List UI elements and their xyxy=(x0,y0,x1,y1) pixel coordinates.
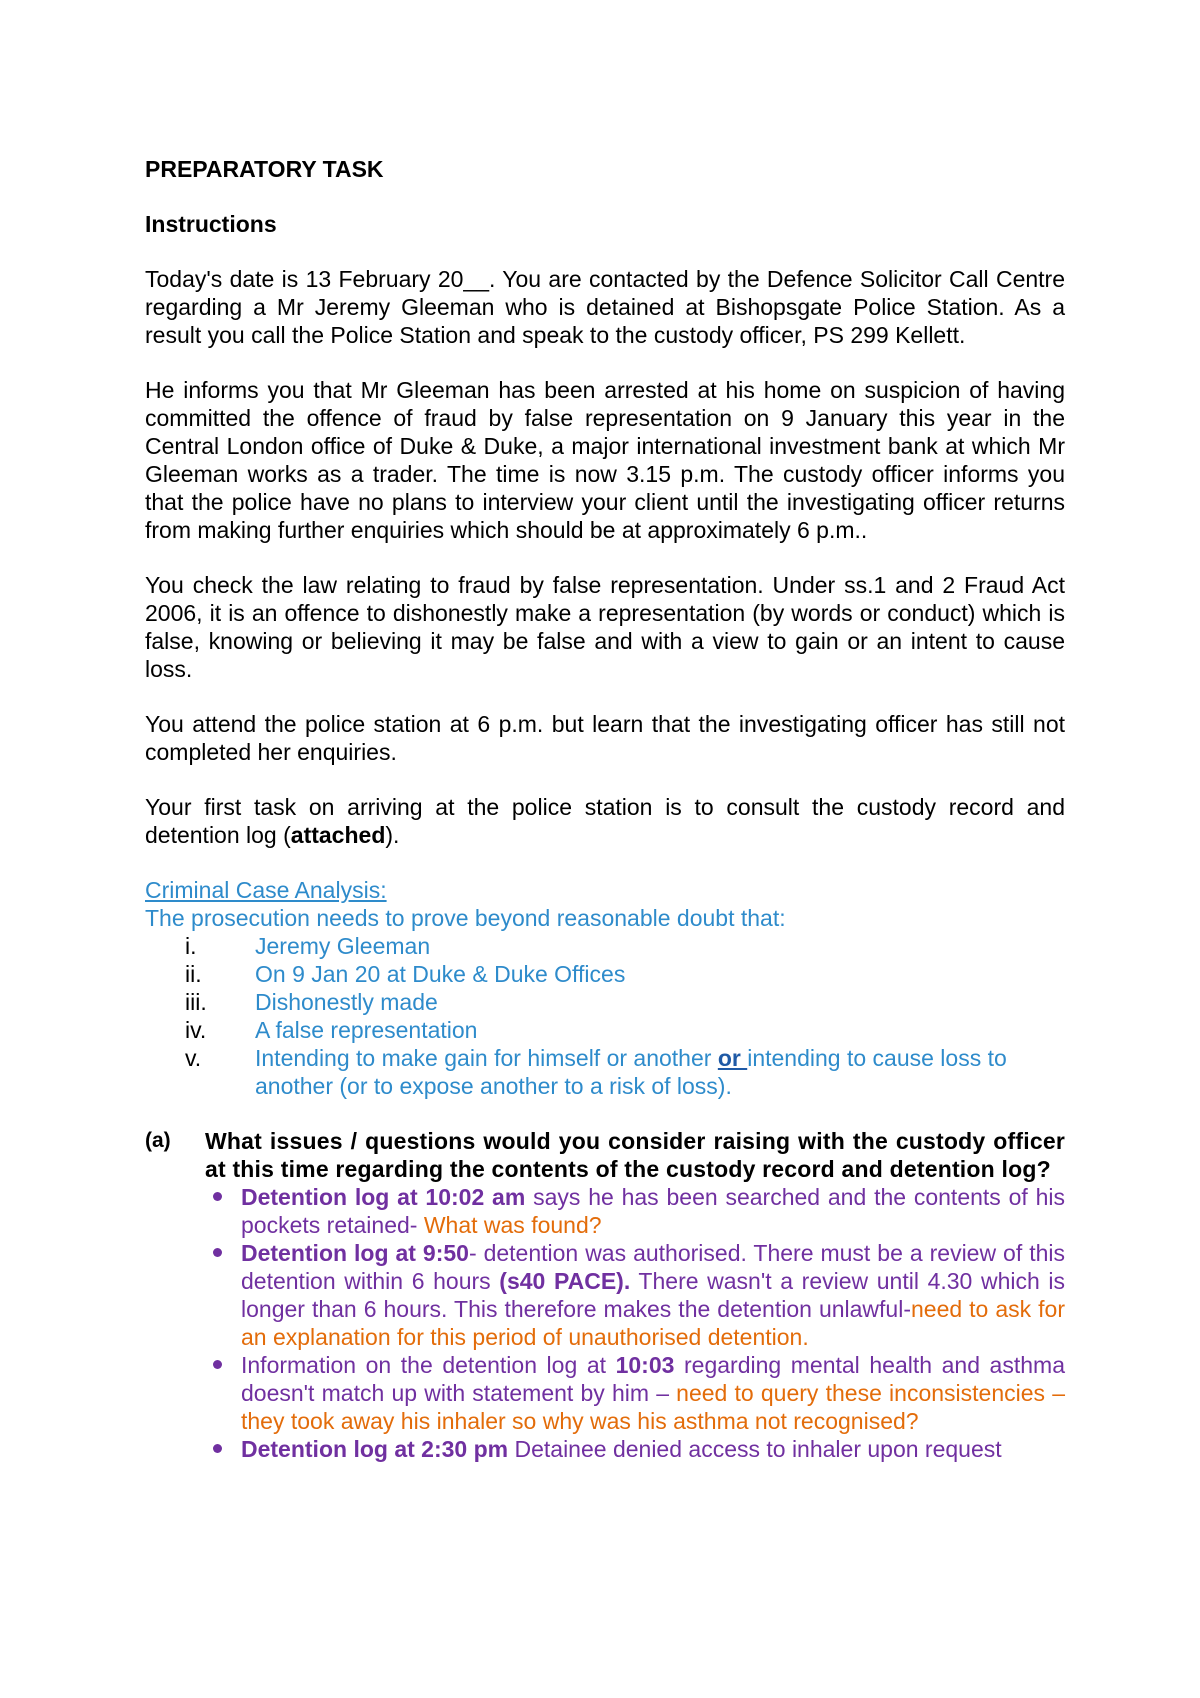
paragraph-arrest-details: He informs you that Mr Gleeman has been arrested at his home on suspicion of having committed the offence of fraud by false representation on 9 January this year in the Central London office of Duke & Duke, a major international investment bank at which Mr Gleeman works as a trader. The time is now 3.15 p.m. The custody officer informs you that the police have no plans to interview your client until the investigating officer returns from making further enquiries which should be at approximately 6 p.m.. xyxy=(145,377,1065,543)
question-a xyxy=(145,1127,1065,1183)
answer-bullets xyxy=(145,1183,1065,1463)
bullet-body: says he has been searched and the contents of his pockets retained- xyxy=(241,1184,1065,1238)
list-item xyxy=(145,932,1065,960)
paragraph-attend-station: You attend the police station at 6 p.m. but learn that the investigating officer has still not completed her enquiries. xyxy=(145,711,1065,765)
question-label: (a) xyxy=(145,1129,171,1152)
bullet-question: need to ask for an explanation for this period of unauthorised detention. xyxy=(241,1296,1065,1350)
list-item-number: ii. xyxy=(185,961,202,987)
bullet-bold-pace: (s40 PACE). xyxy=(499,1268,631,1294)
list-item-text: A false representation xyxy=(255,1017,478,1043)
list-item xyxy=(205,1239,1065,1351)
element5-after: intending to cause loss to another (or to expose another to a risk of loss). xyxy=(255,1045,1007,1099)
list-item xyxy=(145,1016,1065,1044)
list-item-text xyxy=(255,1044,1065,1100)
question-text: What issues / questions would you consider raising with the custody officer at this time regarding the contents of the custody record and detention log? xyxy=(205,1128,1065,1182)
list-item-text: Jeremy Gleeman xyxy=(255,933,431,959)
list-item-number: v. xyxy=(185,1045,202,1071)
bullet-bold: 10:03 xyxy=(615,1352,675,1378)
bullet-bold: Detention log at 10:02 am xyxy=(241,1184,526,1210)
list-item xyxy=(145,960,1065,988)
bullet-text xyxy=(241,1351,1065,1435)
analysis-heading: Criminal Case Analysis: xyxy=(145,877,387,903)
list-item-number: i. xyxy=(185,933,197,959)
document-title: PREPARATORY TASK xyxy=(145,156,384,182)
bullet-body: Detainee denied access to inhaler upon request xyxy=(508,1436,1002,1462)
criminal-case-analysis xyxy=(145,876,1065,1100)
bullet-text xyxy=(241,1183,1065,1239)
analysis-intro: The prosecution needs to prove beyond reasonable doubt that: xyxy=(145,905,786,931)
list-item xyxy=(205,1183,1065,1239)
bullet-text xyxy=(241,1239,1065,1351)
list-item-text: Dishonestly made xyxy=(255,989,438,1015)
bullet-text xyxy=(241,1435,1065,1463)
bullet-body: - detention was authorised. There must be a review of this detention within 6 hours xyxy=(241,1240,1065,1294)
paragraph-date-call: Today's date is 13 February 20__. You are contacted by the Defence Solicitor Call Centre regarding a Mr Jeremy Gleeman who is detained at Bishopsgate Police Station. As a result you call the Police Station and speak to the custody officer, PS 299 Kellett. xyxy=(145,266,1065,348)
paragraph-first-task xyxy=(145,793,1065,849)
instructions-heading: Instructions xyxy=(145,211,277,237)
bullet-question: What was found? xyxy=(423,1212,602,1238)
bullet-body: regarding mental health and asthma doesn't match up with statement by him – xyxy=(241,1352,1065,1406)
bullet-bold: Detention log at 2:30 pm xyxy=(241,1436,509,1462)
offence-elements-list xyxy=(145,932,1065,1100)
bullet-icon xyxy=(205,1435,241,1463)
element5-before: Intending to make gain for himself or another xyxy=(255,1045,718,1071)
first-task-text: Your first task on arriving at the police station is to consult the custody record and detention log ( xyxy=(145,794,1065,848)
bullet-question: need to query these inconsistencies – they took away his inhaler so why was his asthma not recognised? xyxy=(241,1380,1065,1434)
list-item xyxy=(205,1351,1065,1435)
bullet-icon xyxy=(205,1239,241,1351)
list-item-text: On 9 Jan 20 at Duke & Duke Offices xyxy=(255,961,626,987)
document-body xyxy=(145,155,1065,1463)
bullet-body: Information on the detention log at xyxy=(241,1352,616,1378)
attached-text: attached xyxy=(290,822,386,848)
bullet-icon xyxy=(205,1183,241,1239)
list-item-number: iv. xyxy=(185,1017,207,1043)
bullet-icon xyxy=(205,1351,241,1435)
list-item-number: iii. xyxy=(185,989,207,1015)
first-task-end: ). xyxy=(385,822,400,848)
list-item xyxy=(145,988,1065,1016)
list-item xyxy=(145,1044,1065,1100)
list-item xyxy=(205,1435,1065,1463)
bullet-bold: Detention log at 9:50 xyxy=(241,1240,469,1266)
element5-or: or xyxy=(717,1045,748,1071)
paragraph-fraud-law: You check the law relating to fraud by false representation. Under ss.1 and 2 Fraud Act 2006, it is an offence to dishonestly make a representation (by words or conduct) which is false, knowing or believing it may be false and with a view to gain or an intent to cause loss. xyxy=(145,572,1065,682)
bullet-body: There wasn't a review until 4.30 which is longer than 6 hours. This therefore makes the detention unlawful- xyxy=(241,1268,1066,1322)
